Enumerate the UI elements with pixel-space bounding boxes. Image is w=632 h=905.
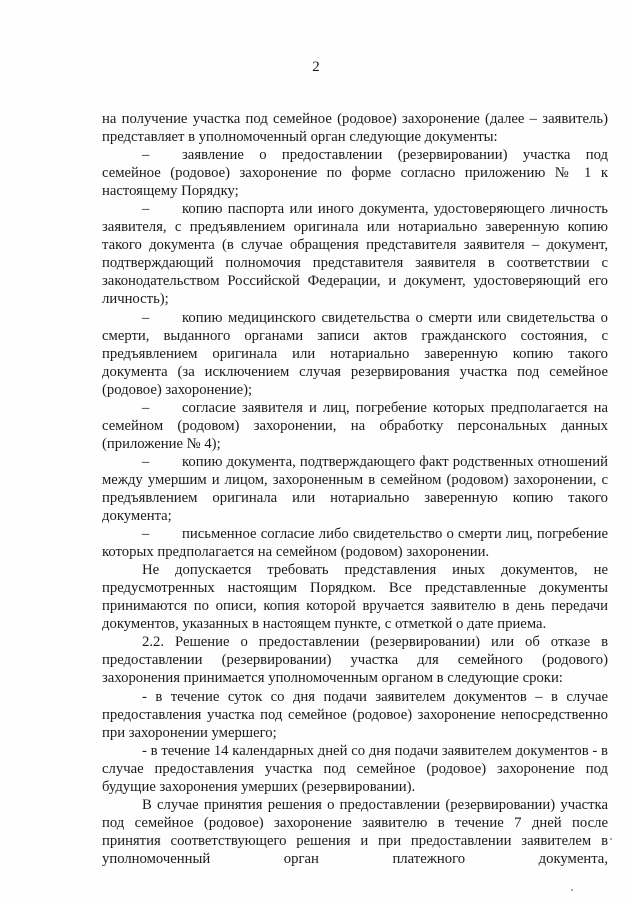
list-item-text: копию документа, подтверждающего факт родственных отношений между умершим и лицом, захороненным в семейном (родовом) захоронении, с предъявлением оригинала или нотариально заверенную копию такого документа; [102, 453, 608, 525]
list-item-kinship-document [102, 453, 608, 525]
list-dash: – [142, 526, 150, 543]
list-item-written-consent [102, 525, 608, 561]
scan-speck [571, 889, 573, 891]
list-item-application [102, 146, 608, 200]
list-item-text: копию паспорта или иного документа, удостоверяющего личность заявителя, с предъявлением оригинала или нотариально заверенную копию такого документа (в случае обращения представителя заявителя – документ, подтверждающий полномочия представителя заявителя в соответствии с законодательством Российской Федерации, и документ, удостоверяющий его личность); [102, 201, 608, 308]
list-dash: – [142, 453, 150, 470]
page-number: 2 [312, 59, 320, 75]
paragraph-section-2-2: 2.2. Решение о предоставлении (резервировании) или об отказе в предоставлении (резервировании) участка для семейного (родового) захоронения принимается уполномоченным органом в следующие сроки: [102, 634, 608, 687]
list-dash: – [142, 147, 150, 164]
list-item-death-certificate [102, 309, 608, 399]
list-item-term-14-days: - в течение 14 календарных дней со дня подачи заявителем документов - в случае предоставления участка под семейное (родовое) захоронение под будущие захоронения умерших (резервировании). [102, 742, 608, 795]
list-dash: – [142, 399, 150, 416]
list-item-text: согласие заявителя и лиц, погребение которых предполагается на семейном (родовом) захоронении, на обработку персональных данных (приложение № 4); [102, 399, 608, 452]
list-item-text: копию медицинского свидетельства о смерти или свидетельства о смерти, выданного органами записи актов гражданского состояния, с предъявлением оригинала или нотариально заверенную копию такого документа (за исключением случая резервирования участка под семейное (родовое) захоронение); [102, 309, 608, 398]
list-item-text: заявление о предоставлении (резервировании) участка под семейное (родовое) захоронение по форме согласно приложению № 1 к настоящему Порядку; [102, 147, 608, 200]
document-body [102, 110, 608, 868]
list-item-passport-copy [102, 200, 608, 308]
list-dash: – [142, 201, 150, 218]
list-item-consent-personal-data [102, 399, 608, 453]
scan-speck [610, 838, 612, 840]
list-item-text: письменное согласие либо свидетельство о смерти лиц, погребение которых предполагается на семейном (родовом) захоронении. [102, 526, 608, 561]
paragraph-decision-payment: В случае принятия решения о предоставлении (резервировании) участка под семейное (родовое) захоронение заявителю в течение 7 дней после принятия соответствующего решения и при предоставлении заявителем в уполномоченный орган платежного документа, [102, 796, 608, 867]
paragraph-no-extra-documents: Не допускается требовать представления иных документов, не предусмотренных настоящим Порядком. Все представленные документы принимаются по описи, копия которой вручается заявителю в день передачи документов, указанных в настоящем пункте, с отметкой о дате приема. [102, 562, 608, 633]
paragraph-intro: на получение участка под семейное (родовое) захоронение (далее – заявитель) представляет в уполномоченный орган следующие документы: [102, 111, 608, 146]
list-item-term-one-day: - в течение суток со дня подачи заявителем документов – в случае предоставления участка под семейное (родовое) захоронение непосредственно при захоронении умершего; [102, 688, 608, 741]
list-dash: – [142, 309, 150, 326]
